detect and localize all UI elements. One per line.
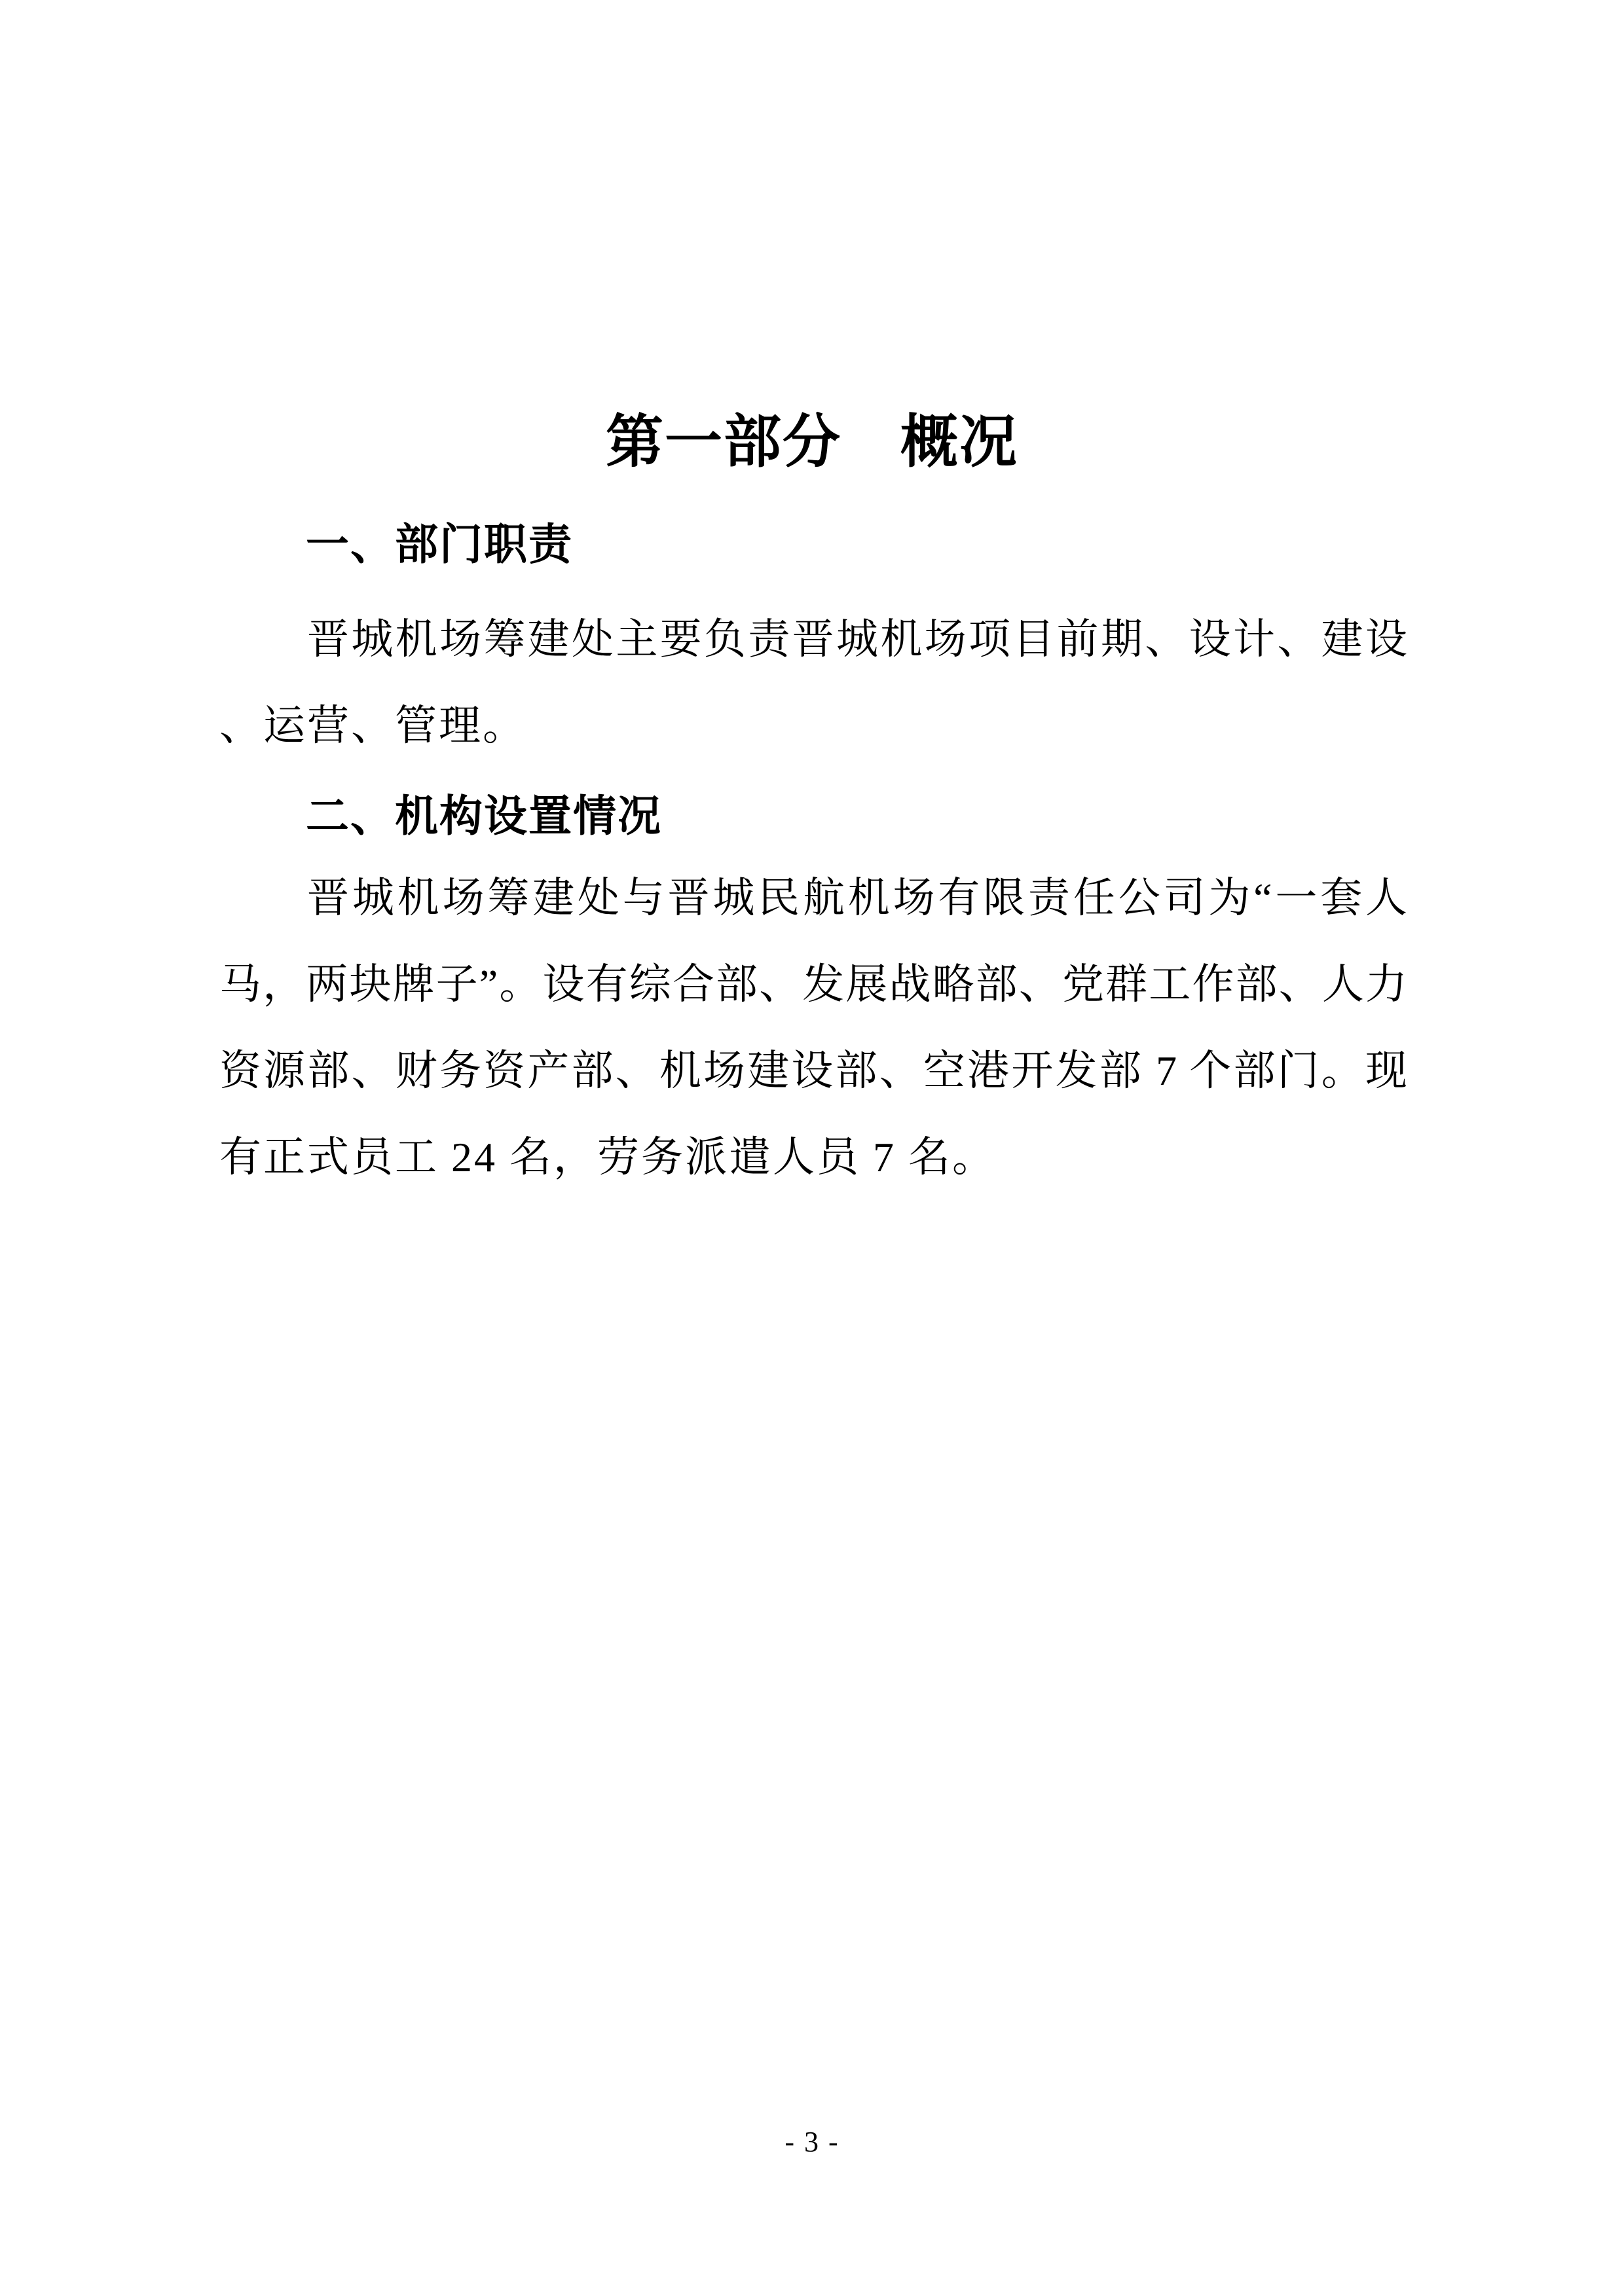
section-heading-1: 一、部门职责 [306, 520, 573, 568]
paragraph-2 [219, 855, 1407, 1201]
page-number: - 3 - [784, 2126, 840, 2158]
section-heading-2: 二、机构设置情况 [306, 792, 662, 840]
body-line: 有正式员工 24 名，劳务派遣人员 7 名。 [219, 1134, 996, 1180]
body-line: 资源部、财务资产部、机场建设部、空港开发部 7 个部门。现 [219, 1048, 1407, 1094]
body-line: 晋城机场筹建处与晋城民航机场有限责任公司为“一套人 [307, 875, 1407, 921]
document-title: 第一部分 概况 [605, 411, 1018, 475]
paragraph-1 [219, 596, 1407, 769]
body-line: 晋城机场筹建处主要负责晋城机场项目前期、设计、建设 [307, 616, 1407, 663]
body-line: 马，两块牌子”。设有综合部、发展战略部、党群工作部、人力 [219, 961, 1407, 1008]
body-line: 、运营、管理。 [219, 702, 526, 749]
